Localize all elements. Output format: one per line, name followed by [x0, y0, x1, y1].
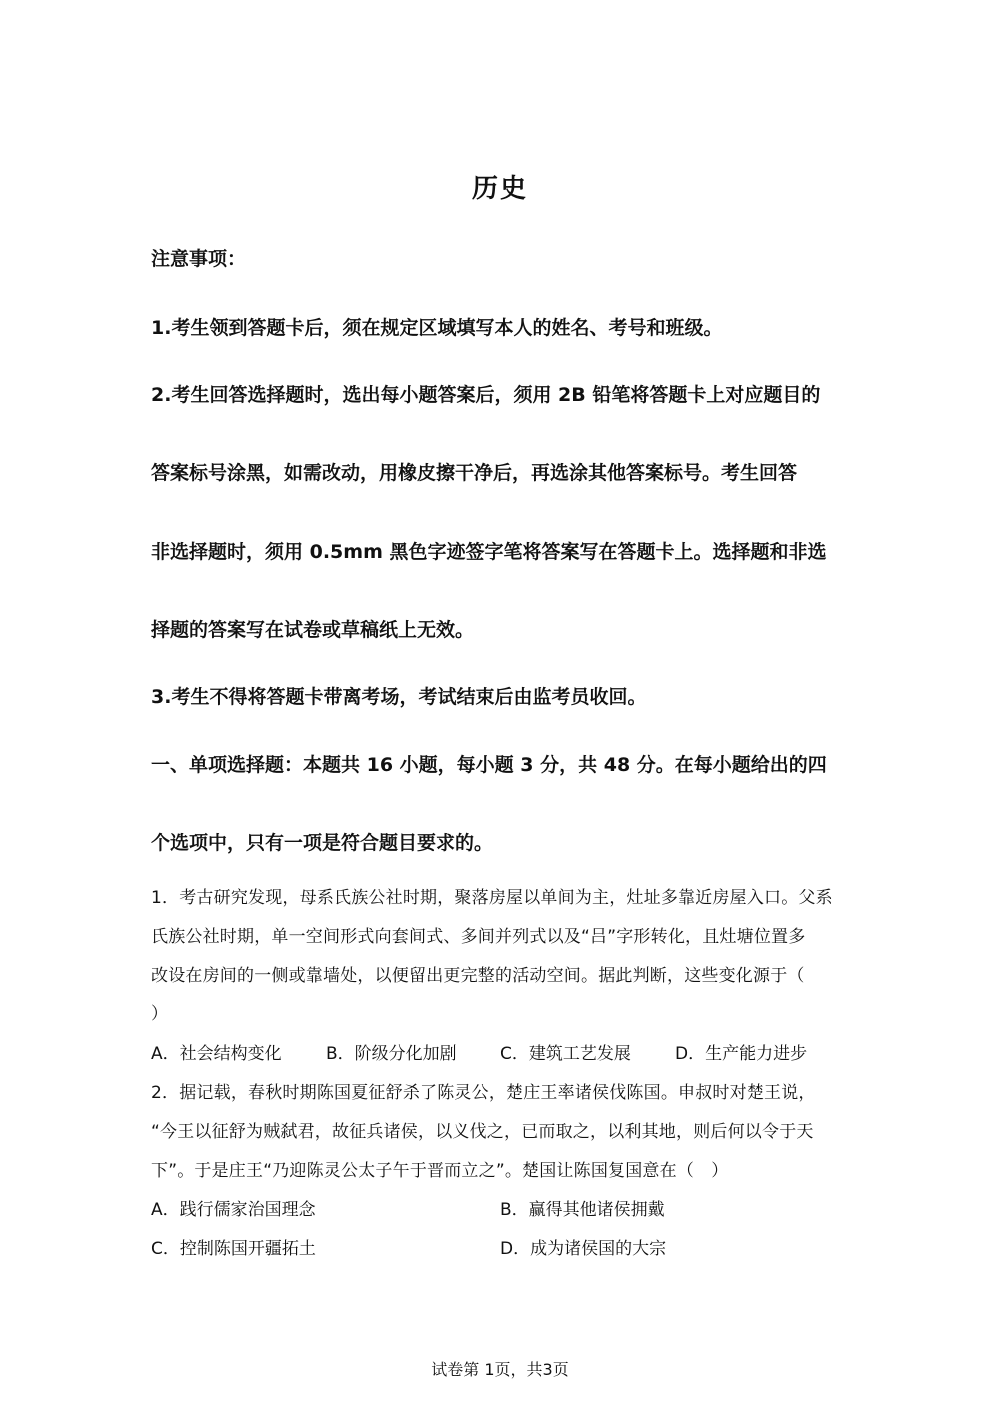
question-1-option-d: D．生产能力进步: [675, 1044, 808, 1064]
notice-line: 2.考生回答选择题时，选出每小题答案后，须用 2B 铅笔将答题卡上对应题目的: [151, 384, 821, 406]
section-heading-line: 一、单项选择题：本题共 16 小题，每小题 3 分，共 48 分。在每小题给出的四: [151, 754, 827, 776]
notice-line: 择题的答案写在试卷或草稿纸上无效。: [151, 619, 475, 641]
question-2-line: 下”。于是庄王“乃迎陈灵公太子午于晋而立之”。楚国让陈国复国意在（ ）: [151, 1161, 729, 1181]
question-2-option-c: C．控制陈国开疆拓土: [151, 1239, 316, 1259]
question-1-line: 氏族公社时期，单一空间形式向套间式、多间并列式以及“吕”字形转化，且灶塘位置多: [151, 927, 806, 947]
page-footer: 试卷第 1页，共3页: [431, 1360, 569, 1379]
question-1-line: ）: [151, 1004, 169, 1024]
page-title: 历史: [471, 174, 528, 204]
question-2-line: “今王以征舒为贼弑君，故征兵诸侯，以义伐之，已而取之，以利其地，则后何以令于天: [151, 1122, 814, 1142]
question-1-line: 1．考古研究发现，母系氏族公社时期，聚落房屋以单间为主，灶址多靠近房屋入口。父系: [151, 888, 833, 908]
section-heading-line: 个选项中，只有一项是符合题目要求的。: [151, 832, 494, 854]
question-2-option-d: D．成为诸侯国的大宗: [500, 1239, 667, 1259]
notice-line: 1.考生领到答题卡后，须在规定区域填写本人的姓名、考号和班级。: [151, 317, 723, 339]
notice-line: 3.考生不得将答题卡带离考场，考试结束后由监考员收回。: [151, 686, 647, 708]
question-2-option-b: B．赢得其他诸侯拥戴: [500, 1200, 665, 1220]
question-1-option-a: A．社会结构变化: [151, 1044, 282, 1064]
question-1-option-c: C．建筑工艺发展: [500, 1044, 631, 1064]
question-2-option-a: A．践行儒家治国理念: [151, 1200, 316, 1220]
question-1-option-b: B．阶级分化加剧: [326, 1044, 457, 1064]
notice-line: 非选择题时，须用 0.5mm 黑色字迹签字笔将答案写在答题卡上。选择题和非选: [151, 541, 827, 563]
question-1-line: 改设在房间的一侧或靠墙处，以便留出更完整的活动空间。据此判断，这些变化源于（: [151, 966, 805, 986]
notice-line: 答案标号涂黑，如需改动，用橡皮擦干净后，再选涂其他答案标号。考生回答: [151, 462, 798, 484]
notice-heading: 注意事项：: [151, 248, 247, 270]
question-2-line: 2．据记载，春秋时期陈国夏征舒杀了陈灵公，楚庄王率诸侯伐陈国。申叔时对楚王说，: [151, 1083, 816, 1103]
